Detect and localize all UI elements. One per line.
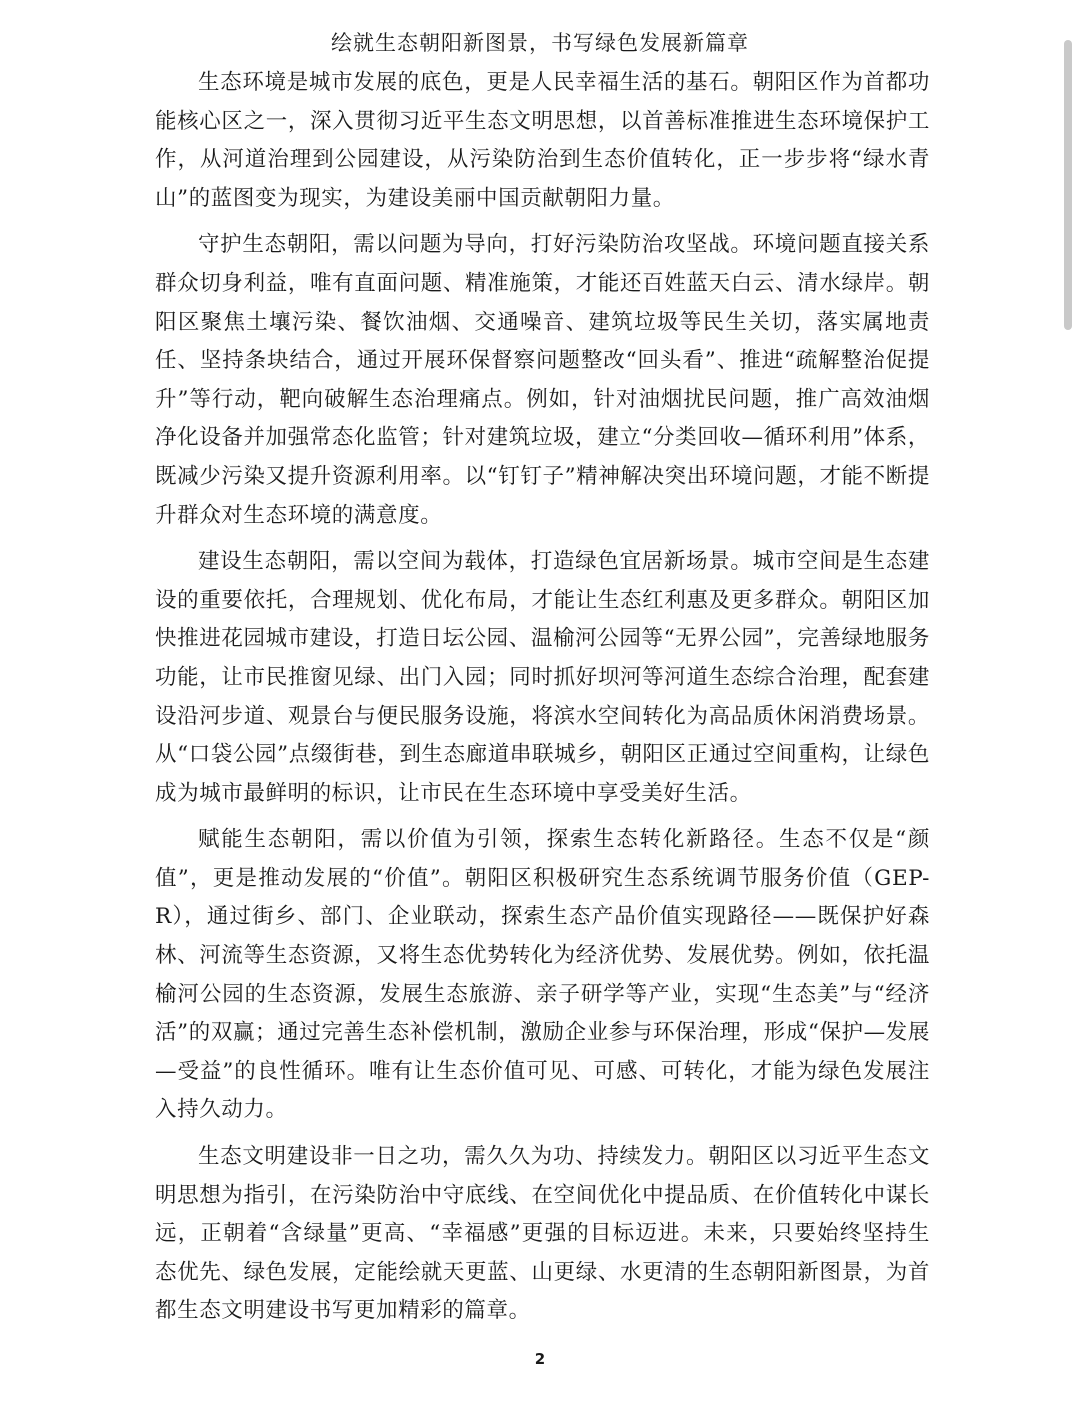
paragraph-2: 守护生态朝阳，需以问题为导向，打好污染防治攻坚战。环境问题直接关系群众切身利益，唯有直面问题、精准施策，才能还百姓蓝天白云、清水绿岸。朝阳区聚焦土壤污染、餐饮油烟、交通噪音、建筑垃圾等民生关切，落实属地责任、坚持条块结合，通过开展环保督察问题整改“回头看”、推进“疏解整治促提升”等行动，靶向破解生态治理痛点。例如，针对油烟扰民问题，推广高效油烟净化设备并加强常态化监管；针对建筑垃圾，建立“分类回收—循环利用”体系，既减少污染又提升资源利用率。以“钉钉子”精神解决突出环境问题，才能不断提升群众对生态环境的满意度。 bbox=[155, 232, 930, 528]
scrollbar[interactable] bbox=[1064, 40, 1072, 330]
page-number: 2 bbox=[534, 1350, 546, 1368]
document-title: 绘就生态朝阳新图景，书写绿色发展新篇章 bbox=[331, 31, 749, 55]
paragraph-5: 生态文明建设非一日之功，需久久为功、持续发力。朝阳区以习近平生态文明思想为指引，在污染防治中守底线、在空间优化中提品质、在价值转化中谋长远，正朝着“含绿量”更高、“幸福感”更强的目标迈进。未来，只要始终坚持生态优先、绿色发展，定能绘就天更蓝、山更绿、水更清的生态朝阳新图景，为首都生态文明建设书写更加精彩的篇章。 bbox=[155, 1144, 930, 1324]
paragraph-3: 建设生态朝阳，需以空间为载体，打造绿色宜居新场景。城市空间是生态建设的重要依托，合理规划、优化布局，才能让生态红利惠及更多群众。朝阳区加快推进花园城市建设，打造日坛公园、温榆河公园等“无界公园”，完善绿地服务功能，让市民推窗见绿、出门入园；同时抓好坝河等河道生态综合治理，配套建设沿河步道、观景台与便民服务设施，将滨水空间转化为高品质休闲消费场景。从“口袋公园”点缀街巷，到生态廊道串联城乡，朝阳区正通过空间重构，让绿色成为城市最鲜明的标识，让市民在生态环境中享受美好生活。 bbox=[155, 549, 930, 806]
paragraph-4: 赋能生态朝阳，需以价值为引领，探索生态转化新路径。生态不仅是“颜值”，更是推动发展的“价值”。朝阳区积极研究生态系统调节服务价值（GEP-R），通过街乡、部门、企业联动，探索生态产品价值实现路径——既保护好森林、河流等生态资源，又将生态优势转化为经济优势、发展优势。例如，依托温榆河公园的生态资源，发展生态旅游、亲子研学等产业，实现“生态美”与“经济活”的双赢；通过完善生态补偿机制，激励企业参与环保治理，形成“保护—发展—受益”的良性循环。唯有让生态价值可见、可感、可转化，才能为绿色发展注入持久动力。 bbox=[155, 827, 930, 1123]
document-body bbox=[155, 64, 930, 1339]
paragraph-1: 生态环境是城市发展的底色，更是人民幸福生活的基石。朝阳区作为首都功能核心区之一，深入贯彻习近平生态文明思想，以首善标准推进生态环境保护工作，从河道治理到公园建设，从污染防治到生态价值转化，正一步步将“绿水青山”的蓝图变为现实，为建设美丽中国贡献朝阳力量。 bbox=[155, 70, 930, 211]
